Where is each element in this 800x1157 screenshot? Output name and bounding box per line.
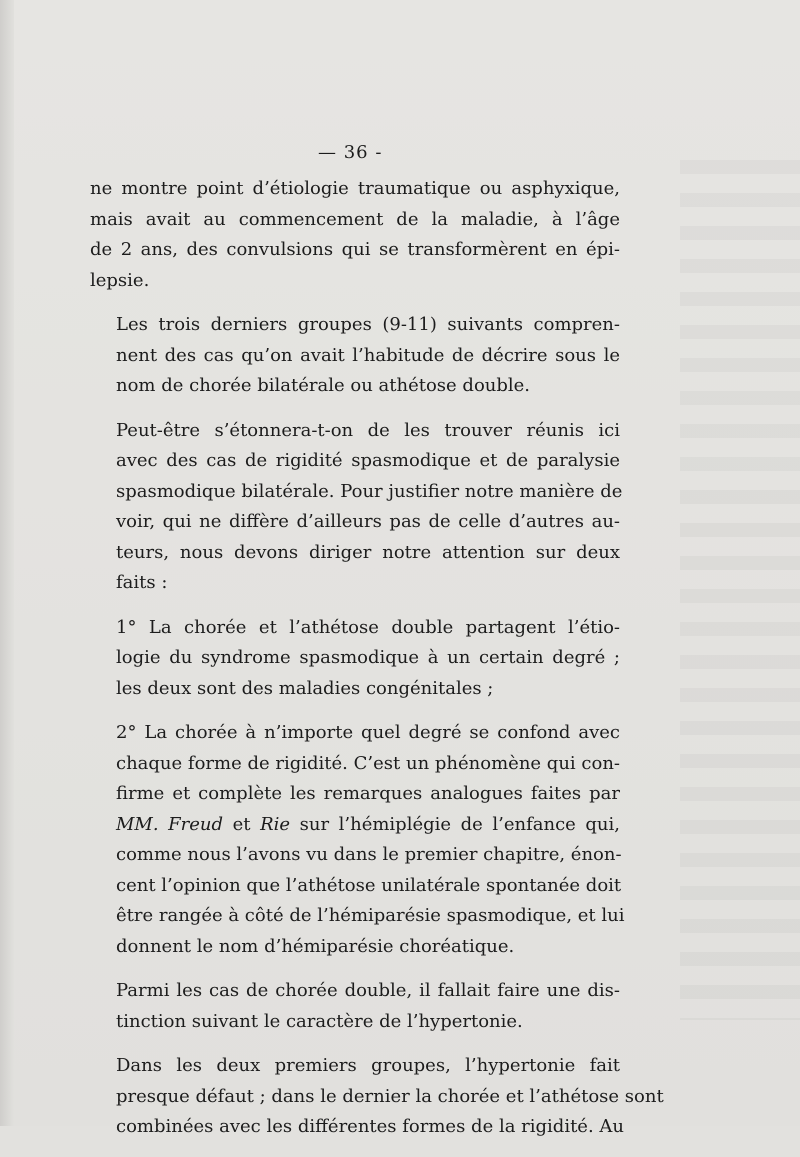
- text-line: 1° La chorée et l’athétose double partagent l’étio-: [116, 616, 620, 638]
- text-line: firme et complète les remarques analogues faites par: [116, 783, 620, 804]
- text-line: teurs, nous devons diriger notre attention sur deux: [116, 541, 620, 563]
- text-line: Dans les deux premiers groupes, l’hypertonie fait: [116, 1055, 620, 1076]
- paragraph: [90, 416, 623, 599]
- paragraph: [90, 1051, 664, 1143]
- page-number: — 36 -: [318, 142, 383, 163]
- text-line: Parmi les cas de chorée double, il fallait faire une dis-: [116, 980, 620, 1001]
- paragraph: [90, 976, 620, 1037]
- text-line: les deux sont des maladies congénitales ;: [116, 677, 494, 699]
- text-line: chaque forme de rigidité. C’est un phénomène qui con-: [116, 752, 620, 774]
- page-gutter-shadow: [0, 0, 14, 1126]
- text-line: mais avait au commencement de la maladie, à l’âge: [90, 208, 620, 230]
- paragraph: [90, 613, 620, 705]
- paragraph: [90, 718, 625, 962]
- paragraph: [90, 174, 620, 296]
- text-line: Les trois derniers groupes (9-11) suivants compren-: [116, 314, 620, 335]
- text-line: logie du syndrome spasmodique à un certain degré ;: [116, 647, 620, 668]
- paragraph: [90, 310, 620, 402]
- text-line: cent l’opinion que l’athétose unilatérale spontanée doit: [116, 874, 622, 896]
- text-line: ne montre point d’étiologie traumatique ou asphyxique,: [90, 178, 620, 199]
- text-line: Peut-être s’étonnera-t-on de les trouver réunis ici: [116, 419, 620, 441]
- text-line: de 2 ans, des convulsions qui se transformèrent en épi-: [90, 239, 620, 260]
- text-line: combinées avec les différentes formes de la rigidité. Au: [116, 1116, 624, 1137]
- text-line: spasmodique bilatérale. Pour justifier notre manière de: [116, 480, 623, 502]
- text-line: 2° La chorée à n’importe quel degré se confond avec: [116, 722, 620, 743]
- show-through-bleed: [680, 160, 800, 1020]
- text-line: faits :: [116, 572, 168, 593]
- text-line: avec des cas de rigidité spasmodique et de paralysie: [116, 450, 620, 471]
- text-line: MM. Freud et Rie sur l’hémiplégie de l’enfance qui,: [116, 813, 620, 835]
- text-line: nom de chorée bilatérale ou athétose double.: [116, 375, 531, 396]
- text-line: lepsie.: [90, 269, 150, 291]
- text-line: nent des cas qu’on avait l’habitude de décrire sous le: [116, 344, 620, 366]
- text-line: comme nous l’avons vu dans le premier chapitre, énon-: [116, 844, 622, 865]
- text-line: voir, qui ne diffère d’ailleurs pas de celle d’autres au-: [116, 511, 620, 532]
- text-line: tinction suivant le caractère de l’hypertonie.: [116, 1010, 523, 1032]
- text-line: presque défaut ; dans le dernier la chorée et l’athétose sont: [116, 1085, 664, 1107]
- text-line: être rangée à côté de l’hémiparésie spasmodique, et lui: [116, 905, 625, 926]
- body-text: [90, 174, 664, 1157]
- text-line: donnent le nom d’hémiparésie choréatique.: [116, 935, 515, 957]
